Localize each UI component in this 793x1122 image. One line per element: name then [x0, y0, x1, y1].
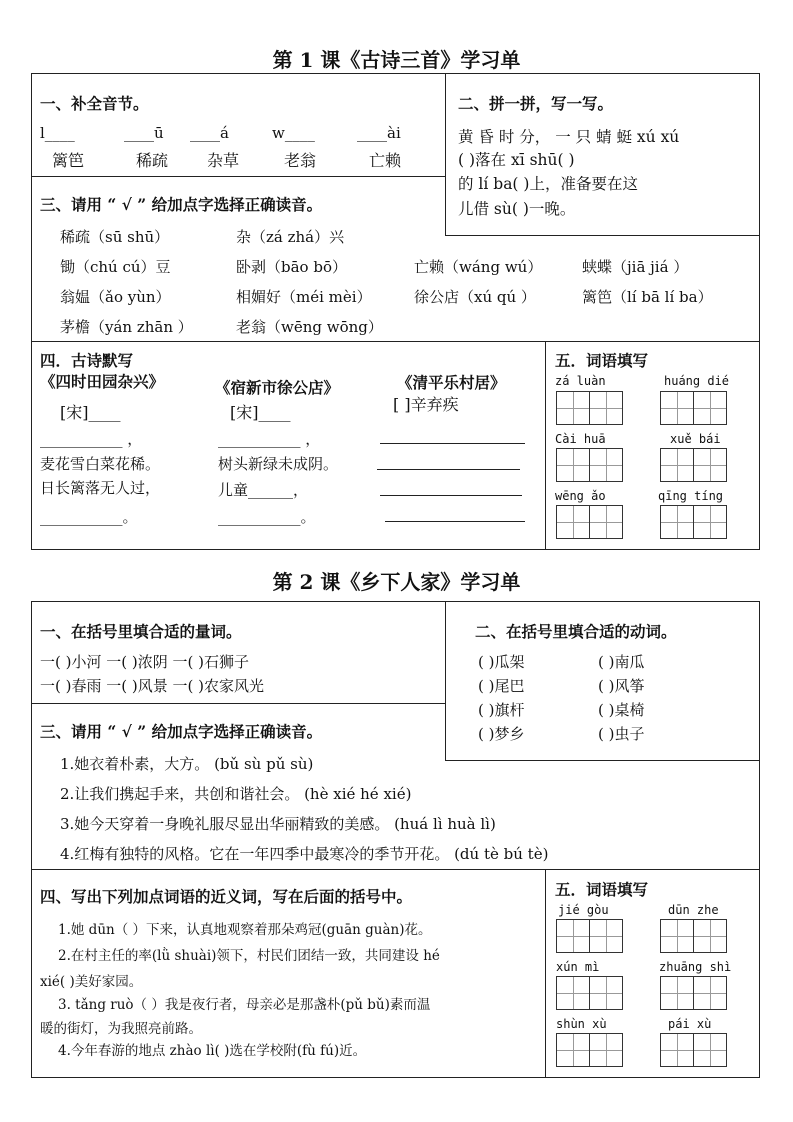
- l1-s4-poem3-blank-3[interactable]: [380, 495, 522, 496]
- l2-s2-left-1[interactable]: ( )瓜架: [478, 653, 525, 671]
- l2-s1-heading: 一、在括号里填合适的量词。: [40, 622, 242, 641]
- l1-s1-heading: 一、补全音节。: [40, 94, 149, 113]
- l1-s1-word-2: 稀疏: [136, 151, 169, 170]
- l2-s4-item-1: 1.她 dūn（ ）下来，认真地观察着那朵鸡冠(guān guàn)花。: [58, 922, 432, 938]
- l1-s5-py-6: qīng tíng: [658, 489, 724, 503]
- l2-s5-py-3: xún mì: [556, 960, 600, 974]
- l1-s4-poem1-author[interactable]: [宋]____: [60, 403, 121, 422]
- l2-s2-left-2[interactable]: ( )尾巴: [478, 677, 525, 695]
- l1-s1-pinyin-3[interactable]: ____á: [190, 124, 229, 142]
- l1-s5-grid-2[interactable]: [660, 391, 726, 425]
- l1-s4-poem1-line4[interactable]: ___________。: [40, 508, 138, 526]
- l1-s4-poem1-title: 《四时田园杂兴》: [40, 372, 165, 391]
- l2-s1-row-1[interactable]: 一( )小河 一( )浓阴 一( )石狮子: [40, 653, 249, 671]
- l2-s5-heading: 五．词语填写: [555, 880, 649, 899]
- l2-s5-py-1: jié gòu: [558, 903, 609, 917]
- lesson2-title: 第 2 课《乡下人家》学习单: [272, 570, 521, 594]
- grid-cell[interactable]: [556, 391, 590, 425]
- l2-s5-grid-4[interactable]: [660, 976, 726, 1010]
- lesson1-title: 第 1 课《古诗三首》学习单: [272, 48, 521, 72]
- divider: [545, 341, 546, 550]
- l2-s5-grid-2[interactable]: [660, 919, 726, 953]
- grid-cell[interactable]: [589, 1033, 623, 1067]
- l1-s5-grid-1[interactable]: [556, 391, 622, 425]
- l2-s1-row-2[interactable]: 一( )春雨 一( )风景 一( )农家风光: [40, 677, 264, 695]
- l1-s4-poem2-line2: 树头新绿未成阴。: [218, 455, 339, 473]
- l1-s5-grid-6[interactable]: [660, 505, 726, 539]
- l2-s2-heading: 二、在括号里填合适的动词。: [475, 622, 677, 641]
- l2-s2-right-3[interactable]: ( )桌椅: [598, 701, 645, 719]
- grid-cell[interactable]: [589, 919, 623, 953]
- l1-s3-r2c4: 蛱蝶（jiā jiá ）: [582, 258, 689, 276]
- l1-s4-poem3-blank-4[interactable]: [385, 521, 525, 522]
- l2-s3-item-1: 1.她衣着朴素，大方。 (bǔ sù pǔ sù): [60, 755, 314, 773]
- l1-s5-py-2: huáng dié: [664, 374, 730, 388]
- grid-cell[interactable]: [693, 976, 727, 1010]
- l2-s4-item-2b: xié( )美好家园。: [40, 974, 143, 990]
- l1-s4-poem3-blank-2[interactable]: [377, 469, 520, 470]
- l2-s5-grid-3[interactable]: [556, 976, 622, 1010]
- l1-s1-pinyin-1[interactable]: l____: [40, 124, 75, 142]
- l1-s4-poem1-line3: 日长篱落无人过，: [40, 479, 161, 497]
- grid-cell[interactable]: [693, 448, 727, 482]
- grid-cell[interactable]: [589, 448, 623, 482]
- l2-s5-py-2: dūn zhe: [668, 903, 719, 917]
- l1-s4-poem2-title: 《宿新市徐公店》: [215, 378, 340, 397]
- divider: [445, 73, 446, 236]
- grid-cell[interactable]: [556, 919, 590, 953]
- grid-cell[interactable]: [589, 976, 623, 1010]
- l2-s5-grid-1[interactable]: [556, 919, 622, 953]
- l1-s5-py-3: Cài huā: [555, 432, 606, 446]
- divider: [545, 869, 546, 1078]
- l1-s3-r2c2: 卧剥（bāo bō）: [236, 258, 347, 276]
- l1-s5-grid-5[interactable]: [556, 505, 622, 539]
- grid-cell[interactable]: [556, 505, 590, 539]
- l2-s4-item-3: 3. tǎng ruò（ ）我是夜行者，母亲必是那盏朴(pǔ bǔ)素而温: [58, 997, 431, 1013]
- l1-s3-r3c2: 相媚好（méi mèi）: [236, 288, 372, 306]
- l1-s2-line-2: ( )落在 xī shū( ): [458, 151, 575, 169]
- l2-s4-item-2: 2.在村主任的率(lǜ shuài)领下，村民们团结一致，共同建设 hé: [58, 948, 440, 964]
- l1-s3-r1c1: 稀疏（sū shū）: [60, 228, 170, 246]
- l2-s3-item-4: 4.红梅有独特的风格。它在一年四季中最寒冷的季节开花。 (dú tè bú tè): [60, 845, 549, 863]
- l1-s3-r3c4: 篱笆（lí bā lí ba）: [582, 288, 713, 306]
- divider: [31, 703, 445, 704]
- grid-cell[interactable]: [660, 976, 694, 1010]
- l1-s5-py-5: wēng ǎo: [555, 489, 606, 503]
- l2-s3-item-2: 2.让我们携起手来，共创和谐社会。 (hè xié hé xié): [60, 785, 412, 803]
- grid-cell[interactable]: [660, 919, 694, 953]
- l1-s4-poem2-line1[interactable]: ___________ ，: [218, 430, 321, 448]
- l2-s2-right-1[interactable]: ( )南瓜: [598, 653, 645, 671]
- l1-s1-pinyin-5[interactable]: ____ài: [357, 124, 401, 142]
- l1-s2-heading: 二、拼一拼，写一写。: [458, 94, 614, 113]
- l2-s3-item-3: 3.她今天穿着一身晚礼服尽显出华丽精致的美感。 (huá lì huà lì): [60, 815, 496, 833]
- l2-s4-heading: 四、写出下列加点词语的近义词，写在后面的括号中。: [40, 887, 413, 906]
- divider: [31, 176, 445, 177]
- l1-s4-poem1-line2: 麦花雪白菜花稀。: [40, 455, 161, 473]
- l1-s5-py-1: zá luàn: [555, 374, 606, 388]
- l1-s5-grid-3[interactable]: [556, 448, 622, 482]
- l1-s3-r4c1: 茅檐（yán zhān ）: [60, 318, 193, 336]
- l1-s1-word-1: 篱笆: [52, 151, 85, 170]
- grid-cell[interactable]: [589, 505, 623, 539]
- l1-s1-pinyin-4[interactable]: w____: [272, 124, 315, 142]
- grid-cell[interactable]: [660, 1033, 694, 1067]
- l1-s4-poem2-line3[interactable]: 儿童______，: [218, 481, 309, 499]
- l2-s4-item-3b: 暖的街灯，为我照亮前路。: [40, 1021, 202, 1037]
- l1-s1-word-5: 亡赖: [369, 151, 402, 170]
- l2-s2-left-4[interactable]: ( )梦乡: [478, 725, 525, 743]
- l2-s5-py-5: shùn xù: [556, 1017, 607, 1031]
- l1-s4-poem3-title: 《清平乐村居》: [397, 373, 506, 392]
- l1-s2-line-1: 黄 昏 时 分， 一 只 蜻 蜓 xú xú: [458, 128, 680, 146]
- l2-s2-left-3[interactable]: ( )旗杆: [478, 701, 525, 719]
- l2-s2-right-2[interactable]: ( )风筝: [598, 677, 645, 695]
- divider: [31, 869, 760, 870]
- l2-s4-item-4: 4.今年春游的地点 zhào lì( )选在学校附(fù fú)近。: [58, 1043, 367, 1059]
- grid-cell[interactable]: [693, 919, 727, 953]
- l1-s3-r1c2: 杂（zá zhá）兴: [236, 228, 345, 246]
- l2-s5-py-4: zhuāng shì: [659, 960, 732, 974]
- grid-cell[interactable]: [589, 391, 623, 425]
- l2-s3-heading: 三、请用 “ √ ” 给加点字选择正确读音。: [40, 722, 323, 741]
- l1-s3-r2c3: 亡赖（wáng wú）: [414, 258, 543, 276]
- l1-s4-poem3-author[interactable]: [ ]辛弃疾: [393, 395, 459, 414]
- l1-s3-r3c3: 徐公店（xú qú ）: [414, 288, 536, 306]
- grid-cell[interactable]: [556, 1033, 590, 1067]
- grid-cell[interactable]: [556, 976, 590, 1010]
- l1-s3-r2c1: 锄（chú cú）豆: [60, 258, 171, 276]
- l1-s2-line-4: 儿借 sù( )一晚。: [458, 200, 576, 218]
- l1-s3-r4c2: 老翁（wēng wōng）: [236, 318, 383, 336]
- grid-cell[interactable]: [660, 505, 694, 539]
- grid-cell[interactable]: [693, 505, 727, 539]
- divider: [31, 341, 760, 342]
- l2-s5-py-6: pái xù: [668, 1017, 712, 1031]
- l2-s5-grid-6[interactable]: [660, 1033, 726, 1067]
- l1-s3-heading: 三、请用 “ √ ” 给加点字选择正确读音。: [40, 195, 323, 214]
- l2-s5-grid-5[interactable]: [556, 1033, 622, 1067]
- l1-s4-poem2-author[interactable]: [宋]____: [230, 403, 291, 422]
- grid-cell[interactable]: [556, 448, 590, 482]
- l1-s4-heading: 四．古诗默写: [40, 351, 134, 370]
- l1-s1-word-3: 杂草: [207, 151, 240, 170]
- l1-s4-poem3-blank-1[interactable]: [380, 443, 525, 444]
- grid-cell[interactable]: [660, 391, 694, 425]
- l1-s2-line-3: 的 lí ba( )上，准备要在这: [458, 175, 638, 193]
- l1-s1-pinyin-2[interactable]: ____ū: [124, 124, 164, 142]
- grid-cell[interactable]: [693, 391, 727, 425]
- divider: [445, 235, 760, 236]
- l1-s5-py-4: xuě bái: [670, 432, 721, 446]
- l1-s5-grid-4[interactable]: [660, 448, 726, 482]
- l1-s4-poem1-line1[interactable]: ___________ ，: [40, 430, 143, 448]
- l2-s2-right-4[interactable]: ( )虫子: [598, 725, 645, 743]
- l1-s3-r3c1: 翁媪（ǎo yùn）: [60, 288, 171, 306]
- l1-s4-poem2-line4[interactable]: ___________。: [218, 508, 316, 526]
- grid-cell[interactable]: [660, 448, 694, 482]
- grid-cell[interactable]: [693, 1033, 727, 1067]
- divider: [445, 601, 446, 761]
- divider: [445, 760, 760, 761]
- l1-s5-heading: 五．词语填写: [555, 351, 649, 370]
- l1-s1-word-4: 老翁: [284, 151, 317, 170]
